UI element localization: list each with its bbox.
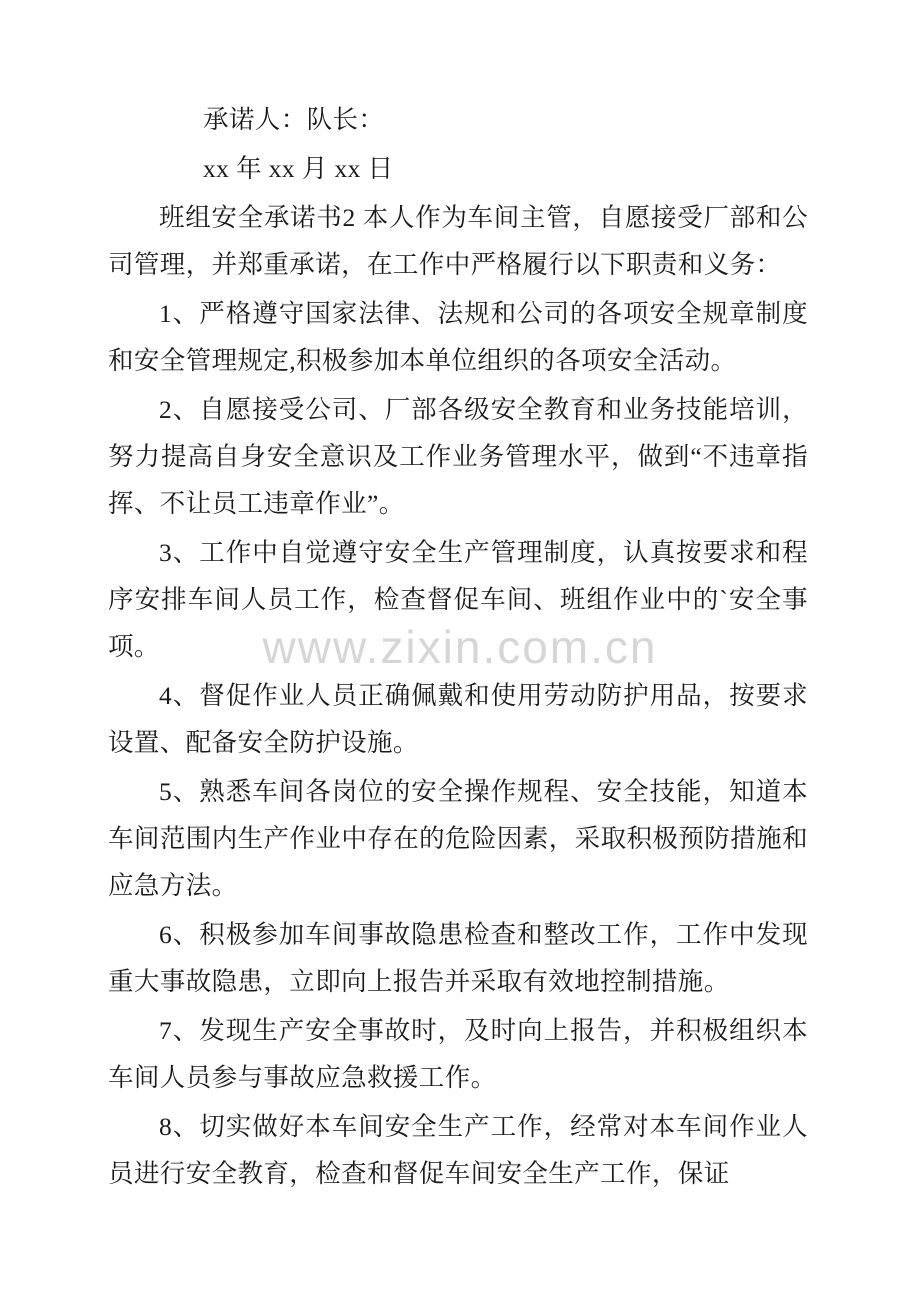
document-text-body xyxy=(108,96,808,1199)
paragraph-item-8: 8、切实做好本车间安全生产工作，经常对本车间作业人员进行安全教育，检查和督促车间安全生产工作，保证 xyxy=(108,1112,808,1188)
paragraph-item-4: 4、督促作业人员正确佩戴和使用劳动防护用品，按要求设置、配备安全防护设施。 xyxy=(108,681,808,757)
paragraph-intro: 班组安全承诺书2 本人作为车间主管，自愿接受厂部和公司管理，并郑重承诺，在工作中严格履行以下职责和义务： xyxy=(108,203,808,279)
paragraph-item-1: 1、严格遵守国家法律、法规和公司的各项安全规章制度和安全管理规定,积极参加本单位组织的各项安全活动。 xyxy=(108,299,808,375)
paragraph-item-5: 5、熟悉车间各岗位的安全操作规程、安全技能，知道本车间范围内生产作业中存在的危险因素，采取积极预防措施和应急方法。 xyxy=(108,777,808,900)
signature-line: 承诺人：队长： xyxy=(203,105,385,134)
paragraph-item-2: 2、自愿接受公司、厂部各级安全教育和业务技能培训，努力提高自身安全意识及工作业务管理水平，做到“不违章指挥、不让员工违章作业”。 xyxy=(108,395,808,518)
paragraph-item-6: 6、积极参加车间事故隐患检查和整改工作，工作中发现重大事故隐患，立即向上报告并采取有效地控制措施。 xyxy=(108,920,808,996)
paragraph-item-3: 3、工作中自觉遵守安全生产管理制度，认真按要求和程序安排车间人员工作，检查督促车间、班组作业中的`安全事项。 xyxy=(108,538,808,661)
watermark-text: www.zixin.com.cn xyxy=(262,621,658,673)
date-line: xx 年 xx 月 xx 日 xyxy=(203,154,394,183)
paragraph-item-7: 7、发现生产安全事故时，及时向上报告，并积极组织本车间人员参与事故应急救援工作。 xyxy=(108,1016,808,1092)
